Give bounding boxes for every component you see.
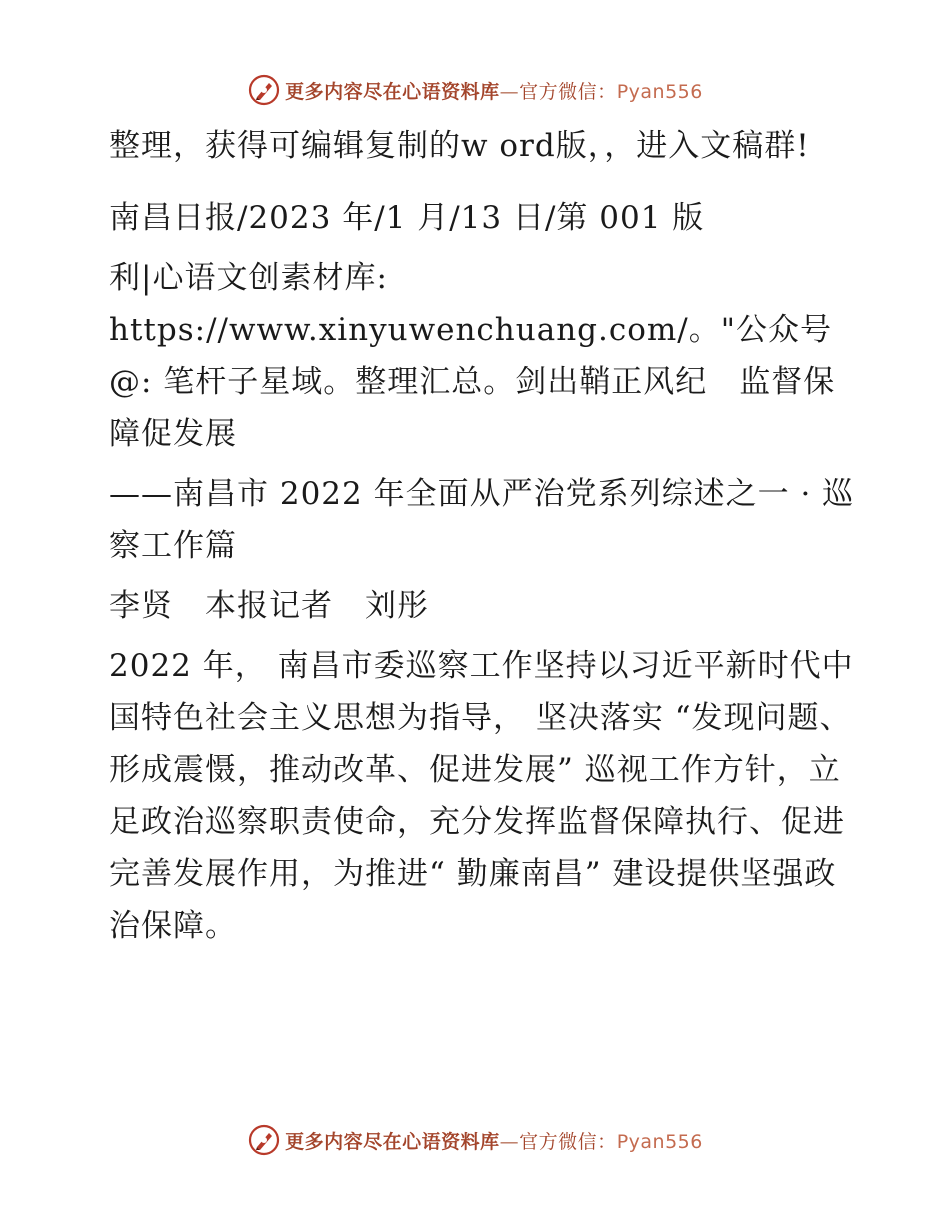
brand-text: 更多内容尽在心语资料库 xyxy=(285,1130,500,1153)
wechat-handle: Pyan556 xyxy=(616,1130,703,1153)
source-line: 南昌日报/2023 年/1 月/13 日/第 001 版 xyxy=(109,200,705,236)
pen-logo-icon xyxy=(247,1123,281,1157)
promo-text: 利|心语文创素材库: https://www.xinyuwenchuang.com/。"公众号@: 笔杆子星域。整理汇总。剑出鞘正风纪 监督保障促发展 xyxy=(109,260,836,452)
official-label: 官方微信： xyxy=(519,80,617,103)
byline: 李贤 本报记者 刘彤 xyxy=(109,588,429,624)
pen-logo-icon xyxy=(247,73,281,107)
article-subtitle: ——南昌市 2022 年全面从严治党系列综述之一 · 巡察工作篇 xyxy=(109,476,855,564)
document-body xyxy=(97,120,857,972)
official-label: 官方微信： xyxy=(519,1130,617,1153)
header-banner-text xyxy=(285,77,703,104)
footer-banner xyxy=(0,1120,950,1160)
footer-banner-text xyxy=(285,1127,703,1154)
brand-text: 更多内容尽在心语资料库 xyxy=(285,80,500,103)
body-paragraph-1: 2022 年， 南昌市委巡察工作坚持以习近平新时代中国特色社会主义思想为指导， 坚决落实 “发现问题、形成震慑，推动改革、促进发展” 巡视工作方针，立足政治巡察职责使命，充分发挥监督保障执行、促进完善发展作用，为推进“ 勤廉南昌” 建设提供坚强政治保障。 xyxy=(109,648,854,944)
separator: — xyxy=(499,1130,520,1153)
wechat-handle: Pyan556 xyxy=(616,80,703,103)
separator: — xyxy=(499,80,520,103)
intro-text: 整理，获得可编辑复制的w ord版，，进入文稿群! xyxy=(109,128,810,164)
header-banner xyxy=(0,70,950,110)
